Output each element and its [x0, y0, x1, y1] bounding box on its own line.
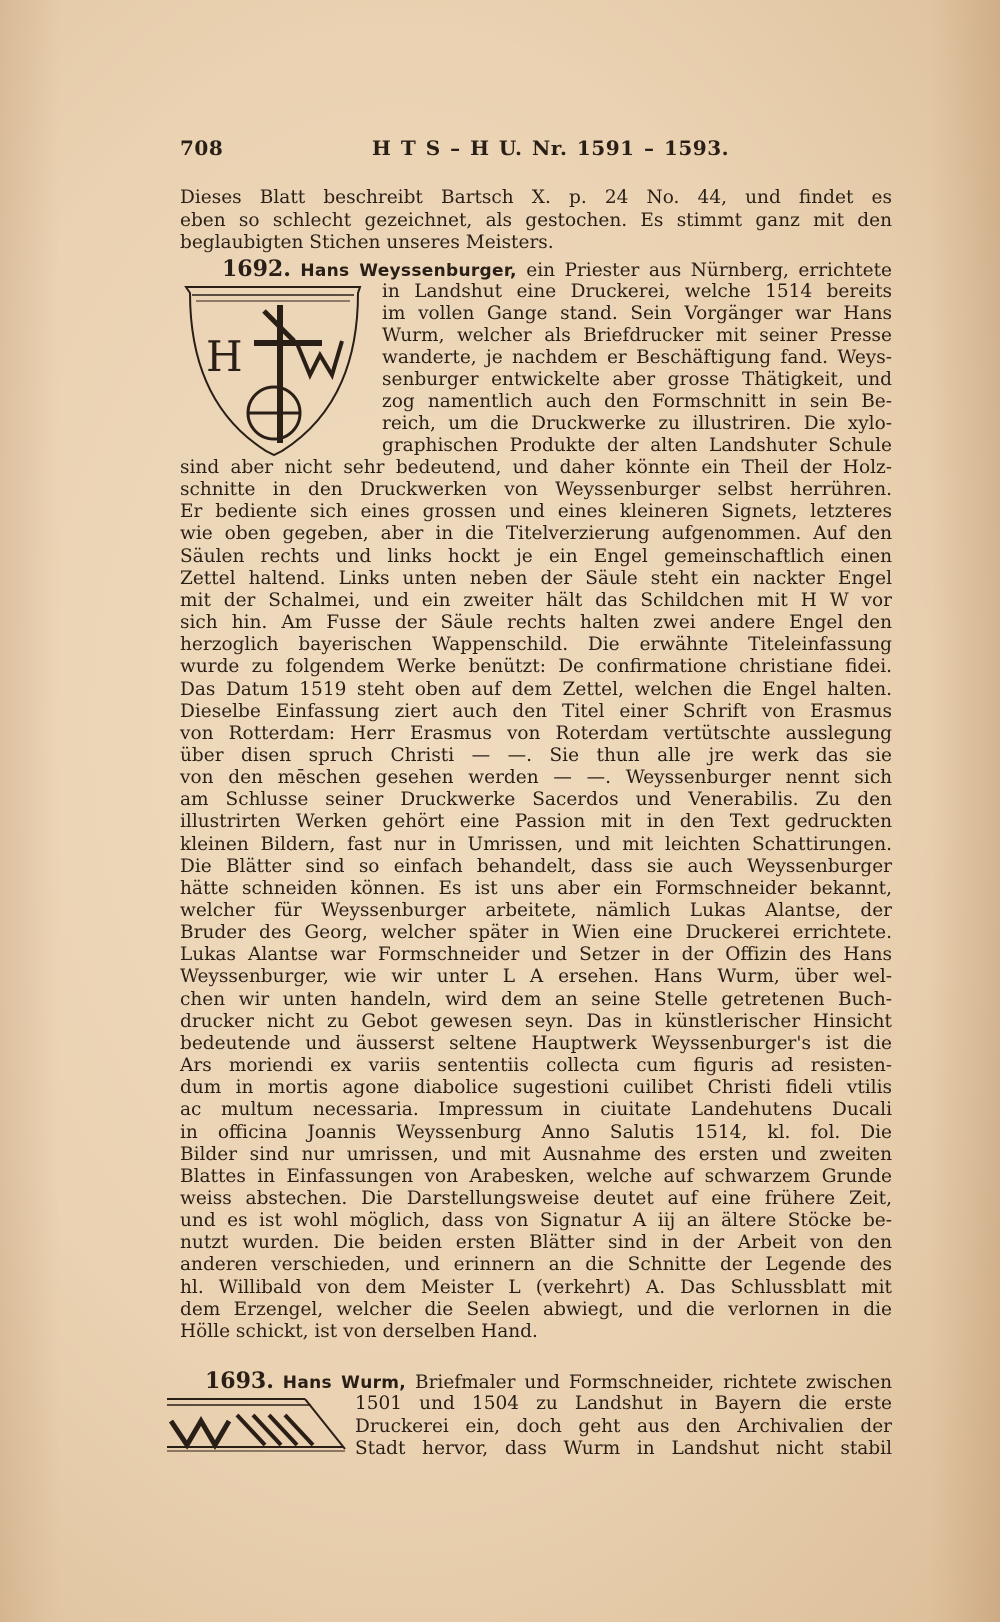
- text-line: Bruder des Georg, welcher später in Wien eine Druckerei errichtete.: [180, 922, 892, 944]
- text-line: Lukas Alantse war Formschneider und Setzer in der Offizin des Hans: [180, 944, 892, 966]
- entry-number: 1692.: [222, 256, 291, 282]
- text-line: in officina Joannis Weyssenburg Anno Salutis 1514, kl. fol. Die: [180, 1121, 892, 1143]
- text-line: sich hin. Am Fusse der Säule rechts halten zwei andere Engel den: [180, 612, 892, 634]
- text-line: hätte schneiden können. Es ist uns aber ein Formschneider bekannt,: [180, 877, 892, 899]
- text-line: herzoglich bayerischen Wappenschild. Die erwähnte Titeleinfassung: [180, 634, 892, 656]
- page-number: 708: [180, 136, 224, 160]
- text-line: 1501 und 1504 zu Landshut in Bayern die erste: [355, 1393, 892, 1414]
- text-line: beglaubigten Stichen unseres Meisters.: [180, 232, 554, 253]
- entry-name: Hans Weyssenburger,: [300, 261, 517, 281]
- text-line: Blattes in Einfassungen von Arabesken, welche auf schwarzem Grunde: [180, 1165, 892, 1187]
- signet-letter: H: [206, 332, 243, 381]
- text-line: Die Blätter sind so einfach behandelt, dass sie auch Weyssenburger: [180, 855, 892, 877]
- text-line: bedeutende und äusserst seltene Hauptwerk Weyssenburger's ist die: [180, 1032, 892, 1054]
- text-line: wie oben gegeben, aber in die Titelverzierung aufgenommen. Auf den: [180, 523, 892, 545]
- text-line: anderen verschieden, und erinnern an die Schnitte der Legende des: [180, 1254, 892, 1276]
- text-line: Stadt hervor, dass Wurm in Landshut nicht stabil: [355, 1438, 892, 1459]
- text-line: drucker nicht zu Gebot gewesen seyn. Das in künstlerischer Hinsicht: [180, 1010, 892, 1032]
- text-line: Ars moriendi ex variis sententiis collecta cum figuris ad resisten-: [180, 1055, 892, 1077]
- text-line: im vollen Gange stand. Sein Vorgänger war Hans: [382, 303, 892, 324]
- running-header: [180, 136, 860, 166]
- text-line: mit der Schalmei, und ein zweiter hält das Schildchen mit H W vor: [180, 589, 892, 611]
- text-line: Dieses Blatt beschreibt Bartsch X. p. 24 No. 44, und findet es: [180, 187, 892, 208]
- text-line: Hölle schickt, ist von derselben Hand.: [180, 1320, 538, 1342]
- page-edge-shadow-right: [930, 0, 1000, 1622]
- text-line: Druckerei ein, doch geht aus den Archivalien der: [355, 1415, 892, 1437]
- text-line: senburger entwickelte aber grosse Thätigkeit, und: [382, 369, 892, 390]
- entry-heading-text: Briefmaler und Formschneider, richtete zwischen: [414, 1372, 892, 1393]
- text-line: am Schlusse seiner Druckwerke Sacerdos und Venerabilis. Zu den: [180, 789, 892, 811]
- running-title: H T S – H U. Nr. 1591 – 1593.: [372, 136, 730, 160]
- text-line: illustrirten Werken gehört eine Passion mit in den Text gedruckten: [180, 811, 892, 833]
- text-line: ac multum necessaria. Impressum in ciuitate Landehutens Ducali: [180, 1099, 892, 1121]
- text-line: Bilder sind nur umrissen, und mit Ausnahme des ersten und zweiten: [180, 1143, 892, 1165]
- text-line: über disen spruch Christi — —. Sie thun alle jre werk das sie: [180, 744, 892, 766]
- text-line: chen wir unten handeln, wird dem an seine Stelle getretenen Buch-: [180, 988, 892, 1010]
- weyssenburger-signet-image: [182, 283, 364, 458]
- text-line: eben so schlecht gezeichnet, als gestochen. Es stimmt ganz mit den: [180, 209, 892, 231]
- text-line: Säulen rechts und links hockt je ein Engel gemeinschaftlich einen: [180, 545, 892, 567]
- text-line: Dieselbe Einfassung ziert auch den Titel einer Schrift von Erasmus: [180, 700, 892, 722]
- text-line: Zettel haltend. Links unten neben der Säule steht ein nackter Engel: [180, 567, 892, 589]
- text-line: dem Erzengel, welcher die Seelen abwiegt, und die verlornen in die: [180, 1298, 892, 1320]
- text-line: reich, um die Druckwerke zu illustriren. Die xylo-: [382, 413, 892, 434]
- entry-heading-text: ein Priester aus Nürnberg, errichtete: [526, 260, 892, 281]
- text-line: sind aber nicht sehr bedeutend, und daher könnte ein Theil der Holz-: [180, 457, 892, 478]
- text-line: graphischen Produkte der alten Landshuter Schule: [382, 435, 892, 456]
- text-line: von den mēschen gesehen werden — —. Weyssenburger nennt sich: [180, 767, 892, 789]
- text-line: kleinen Bildern, fast nur in Umrissen, und mit leichten Schattirungen.: [180, 833, 892, 855]
- text-line: nutzt wurden. Die beiden ersten Blätter sind in der Arbeit von den: [180, 1232, 892, 1254]
- text-line: Das Datum 1519 steht oben auf dem Zettel, welchen die Engel halten.: [180, 678, 892, 700]
- entry-number: 1693.: [205, 1368, 274, 1394]
- text-line: von Rotterdam: Herr Erasmus von Roterdam vertütschte ausslegung: [180, 722, 892, 744]
- text-line: schnitte in den Druckwerken von Weyssenburger selbst herrühren.: [180, 479, 892, 501]
- entry-1692-heading: [222, 258, 892, 282]
- text-line: Wurm, welcher als Briefdrucker mit seiner Presse: [382, 325, 892, 346]
- page-edge-shadow-left: [0, 0, 60, 1622]
- entry-name: Hans Wurm,: [282, 1373, 407, 1393]
- text-line: weiss abstechen. Die Darstellungsweise deutet auf eine frühere Zeit,: [180, 1187, 892, 1209]
- text-line: wurde zu folgendem Werke benützt: De confirmatione christiane fidei.: [180, 656, 892, 678]
- text-line: Weyssenburger, wie wir unter L A ersehen. Hans Wurm, über wel-: [180, 966, 892, 988]
- text-line: in Landshut eine Druckerei, welche 1514 bereits: [382, 281, 892, 302]
- text-line: Er bediente sich eines grossen und eines kleineren Signets, letzteres: [180, 501, 892, 523]
- text-line: welcher für Weyssenburger arbeitete, nämlich Lukas Alantse, der: [180, 900, 892, 921]
- text-line: und es ist wohl möglich, dass von Signatur A iij an ältere Stöcke be-: [180, 1210, 892, 1232]
- text-line: wanderte, je nachdem er Beschäftigung fand. Weys-: [382, 347, 892, 368]
- text-line: dum in mortis agone diabolice sugestioni cuilibet Christi fideli vtilis: [180, 1077, 892, 1099]
- text-line: hl. Willibald von dem Meister L (verkehrt) A. Das Schlussblatt mit: [180, 1276, 892, 1298]
- entry-1693-heading: [205, 1370, 892, 1394]
- text-line: zog namentlich auch den Formschnitt in sein Be-: [382, 391, 892, 412]
- wurm-signet-image: [165, 1393, 347, 1455]
